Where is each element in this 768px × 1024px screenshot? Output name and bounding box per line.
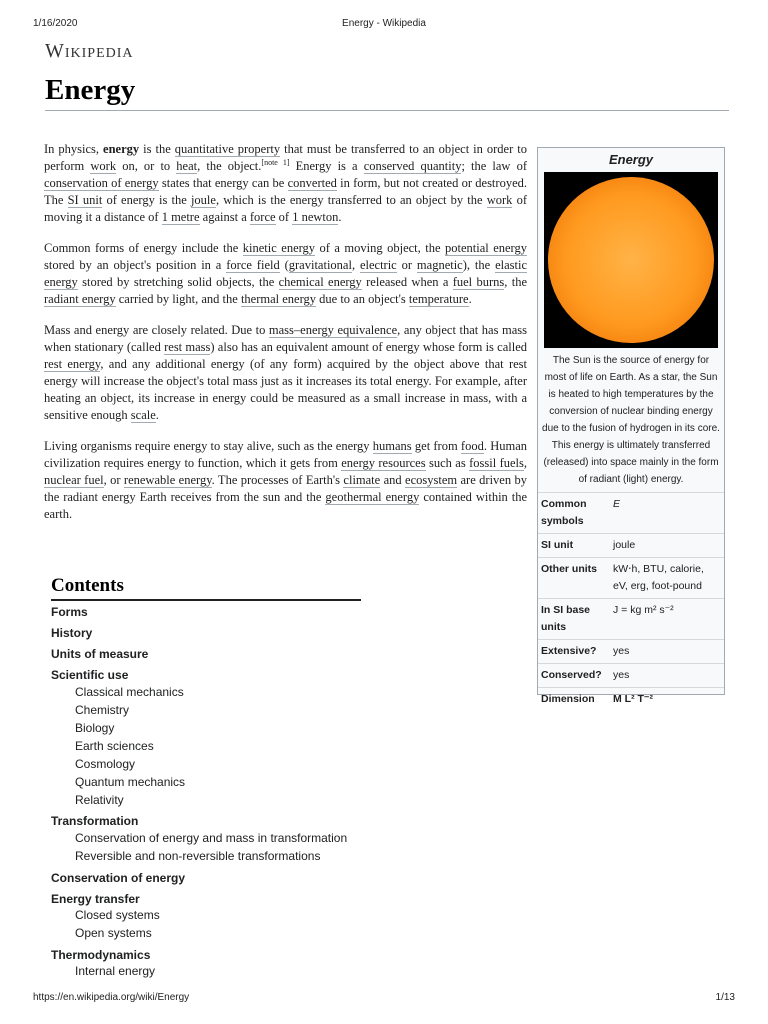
link[interactable]: rest mass [164,340,211,354]
toc-item-classical-mechanics[interactable]: Classical mechanics [75,685,184,699]
toc-item-relativity[interactable]: Relativity [75,793,124,807]
infobox-title: Energy [608,152,654,167]
infobox-table [538,492,724,711]
link[interactable]: SI unit [67,193,103,207]
infobox [537,147,725,705]
toc-item-internal-energy[interactable]: Internal energy [75,964,156,978]
infobox-row [538,688,724,712]
paragraph-1: In physics, energy is the quantitative property that must be transferred to an object in order to perform work on, or to heat, the object.[note 1] Energy is a conserved quantity; the law of conservation of energy states that energy can be converted in form, but not created or destroyed. The SI unit of energy is the joule, which is the energy transferred to an object by the work of moving it a distance of 1 metre against a force of 1 newton. [44,142,528,224]
toc-item-energy-transfer[interactable]: Energy transfer [51,892,140,906]
link[interactable]: renewable energy [123,473,212,487]
toc-item-scientific-use[interactable]: Scientific use [51,668,129,682]
link[interactable]: humans [372,439,412,453]
link[interactable]: conservation of energy [44,176,159,190]
toc-item-transformation[interactable]: Transformation [51,814,139,828]
toc-item-forms[interactable]: Forms [51,605,88,619]
contents-box [51,575,361,601]
link[interactable]: chemical energy [278,275,362,289]
infobox-key: Common symbols [538,493,610,534]
wikipedia-wordmark[interactable]: Wikipedia [45,40,134,62]
toc-item-closed-systems[interactable]: Closed systems [75,908,160,922]
sun-image[interactable] [544,172,718,348]
link[interactable]: kinetic energy [242,241,316,255]
infobox-row [538,534,724,558]
link[interactable]: joule [190,193,216,207]
link[interactable]: radiant energy [44,292,116,306]
infobox-value: M L² T⁻² [610,688,724,712]
link[interactable]: geothermal energy [325,490,420,504]
infobox-key[interactable]: Extensive? [538,640,610,664]
paragraph-2: Common forms of energy include the kinetic energy of a moving object, the potential energy stored by an object's position in a force field (gravitational, electric or magnetic), the elastic energy stored by stretching solid objects, the chemical energy released when a fuel burns, the radiant energy carried by light, and the thermal energy due to an object's temperature. [44,241,528,306]
link[interactable]: climate [343,473,381,487]
infobox-row [538,558,724,599]
link[interactable]: work [90,159,117,173]
toc-item-thermodynamics[interactable]: Thermodynamics [51,948,151,962]
print-title: Energy - Wikipedia [342,18,426,29]
link[interactable]: scale [130,408,156,422]
infobox-value: J = kg m² s⁻² [610,599,724,640]
link[interactable]: mass–energy equivalence [268,323,398,337]
toc-item-units-of-measure[interactable]: Units of measure [51,647,149,661]
link[interactable]: heat [176,159,198,173]
infobox-row [538,664,724,688]
infobox-value: yes [610,664,724,688]
link[interactable]: converted [287,176,337,190]
paragraph-4: Living organisms require energy to stay alive, such as the energy humans get from food. Human civilization requires energy to function, which it gets from energy resources such as fossil fuels, nuclear fuel, or renewable energy. The processes of Earth's climate and ecosystem are driven by the radiant energy Earth receives from the sun and the geothermal energy contained within the earth. [44,439,527,521]
infobox-key: SI unit [538,534,610,558]
toc-item-conservation-of-energy[interactable]: Conservation of energy [51,871,186,885]
infobox-value[interactable]: joule [610,534,724,558]
infobox-key[interactable]: Dimension [538,688,610,712]
infobox-row [538,599,724,640]
link[interactable]: rest energy [44,357,101,371]
link[interactable]: temperature [408,292,469,306]
article-body [44,141,527,537]
link[interactable]: fossil fuels [469,456,524,470]
footnote-link[interactable]: [note 1] [261,157,290,167]
toc-item-cosmology[interactable]: Cosmology [75,757,136,771]
title-divider [45,110,729,111]
infobox-row [538,640,724,664]
infobox-value: E [610,493,724,534]
link[interactable]: potential energy [444,241,527,255]
link[interactable]: force field [226,258,280,272]
link[interactable]: ecosystem [405,473,458,487]
toc-item-conservation-energy-mass[interactable]: Conservation of energy and mass in transformation [75,831,348,845]
link[interactable]: 1 metre [161,210,200,224]
link[interactable]: energy resources [341,456,426,470]
link[interactable]: elastic energy [44,258,528,289]
link[interactable]: quantitative property [174,142,281,156]
link[interactable]: force [249,210,276,224]
toc-item-earth-sciences[interactable]: Earth sciences [75,739,154,753]
link[interactable]: electric [359,258,397,272]
toc-item-history[interactable]: History [51,626,93,640]
infobox-value: yes [610,640,724,664]
link[interactable]: conserved quantity [363,159,462,173]
infobox-key[interactable]: Conserved? [538,664,610,688]
infobox-key: Other units [538,558,610,599]
print-url: https://en.wikipedia.org/wiki/Energy [33,992,190,1003]
infobox-caption: The Sun is the source of energy for most of life on Earth. As a star, the Sun is heated to high temperatures by the conversion of nuclear binding energy due to the fusion of hydrogen in its core. This energy is ultimately transferred (released) into space mainly in the form of radiant (light) energy. [542,355,720,485]
toc-item-biology[interactable]: Biology [75,721,115,735]
contents-heading: Contents [51,575,361,601]
infobox-key: In SI base units [538,599,610,640]
infobox-value[interactable]: kW⋅h, BTU, calorie, eV, erg, foot-pound [610,558,724,599]
link[interactable]: thermal energy [240,292,317,306]
link[interactable]: food [460,439,484,453]
link[interactable]: fuel burns [452,275,505,289]
toc-item-chemistry[interactable]: Chemistry [75,703,130,717]
link[interactable]: nuclear fuel [44,473,104,487]
paragraph-3: Mass and energy are closely related. Due to mass–energy equivalence, any object that has mass when stationary (called rest mass) also has an equivalent amount of energy whose form is called rest energy, and any additional energy (of any form) acquired by the object above that rest energy will increase the object's total mass just as it increases its total energy. For example, after heating an object, its increase in energy could be measured as a small increase in mass, with a sensitive enough scale. [44,323,527,422]
page-number: 1/13 [715,992,735,1003]
toc-item-quantum-mechanics[interactable]: Quantum mechanics [75,775,186,789]
link[interactable]: work [486,193,513,207]
sun-disc [548,177,714,343]
link[interactable]: gravitational [288,258,352,272]
link[interactable]: magnetic [416,258,463,272]
page-title: Energy [45,74,136,106]
infobox-row [538,493,724,534]
print-date: 1/16/2020 [33,18,78,29]
toc-item-open-systems[interactable]: Open systems [75,926,152,940]
toc-item-reversible-transformations[interactable]: Reversible and non-reversible transformations [75,849,321,863]
link[interactable]: 1 newton [292,210,339,224]
